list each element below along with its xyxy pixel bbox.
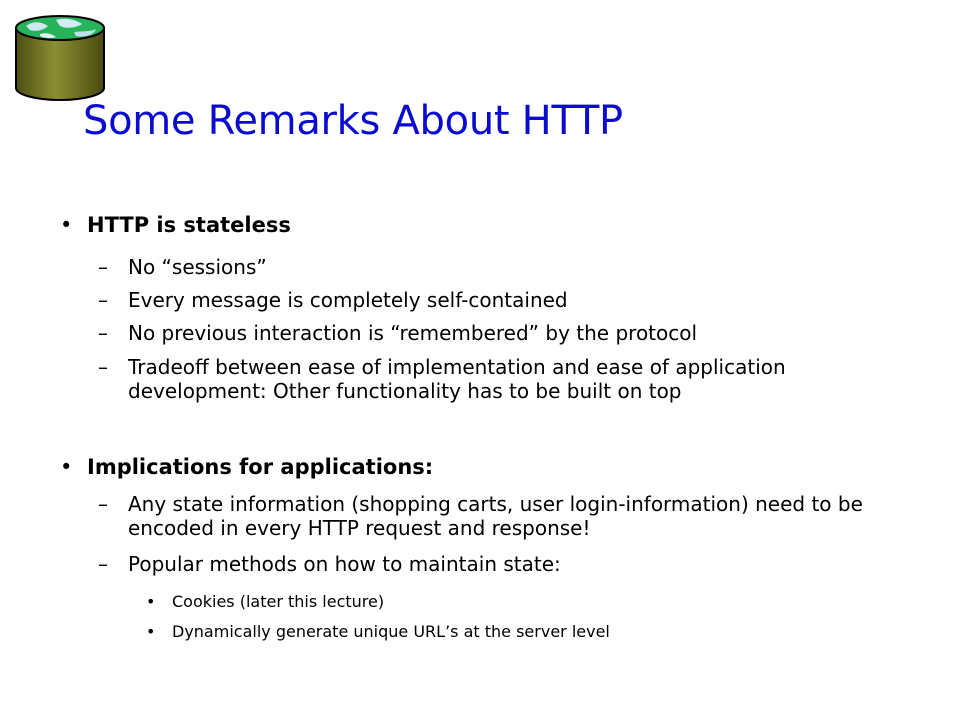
dash-bullet: – [98,552,108,576]
dash-bullet: – [98,288,108,312]
dash-bullet: – [98,355,108,379]
sub-list-item-text: Cookies (later this lecture) [172,592,385,611]
bullet-icon: • [60,213,73,237]
list-item [98,552,888,576]
list-item [98,288,888,312]
list-item-text: No “sessions” [128,255,267,279]
database-globe-icon [12,12,108,102]
dash-bullet: – [98,321,108,345]
list-item [98,321,888,345]
list-item-text: Every message is completely self-contained [128,288,568,312]
slide-title: Some Remarks About HTTP [83,98,623,144]
bullet-icon: • [60,455,73,479]
section-heading-text: HTTP is stateless [87,213,291,237]
section-heading-text: Implications for applications: [87,455,434,479]
list-item-text: Tradeoff between ease of implementation and ease of application development: Other functionality has to be built on top [128,355,786,403]
list-item-text: Popular methods on how to maintain state: [128,552,561,576]
list-item-text: No previous interaction is “remembered” by the protocol [128,321,698,345]
list-item-text: Any state information (shopping carts, user login-information) need to be encoded in every HTTP request and response! [128,492,863,540]
dash-bullet: – [98,492,108,516]
sub-list-item-text: Dynamically generate unique URL’s at the server level [172,622,610,641]
bullet-icon: • [146,622,156,641]
list-item [98,492,888,540]
list-item [98,255,888,279]
dash-bullet: – [98,255,108,279]
list-item [98,355,888,403]
bullet-icon: • [146,592,156,611]
